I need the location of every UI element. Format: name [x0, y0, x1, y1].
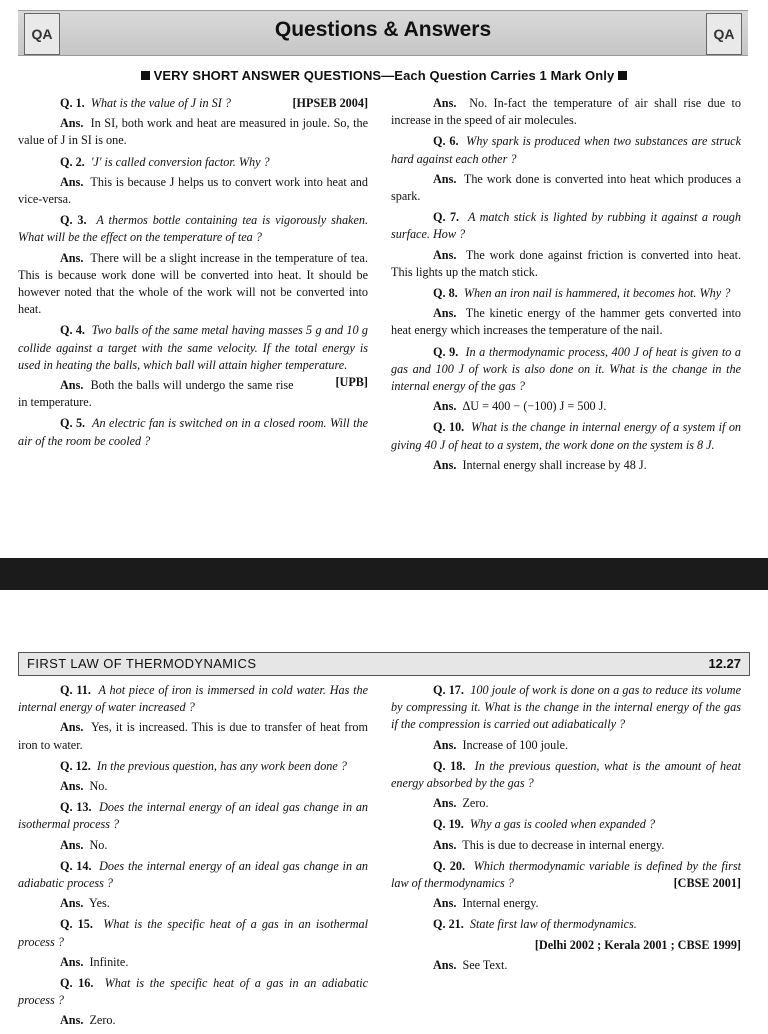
answer	[18, 895, 368, 912]
answer-label: Ans.	[60, 378, 84, 393]
answer	[391, 837, 741, 854]
answer-text: In SI, both work and heat are measured in joule. So, the value of J in SI is one.	[18, 116, 368, 148]
question-label: Q. 4.	[60, 323, 85, 338]
question-text: Does the internal energy of an ideal gas change in an adiabatic process ?	[18, 858, 369, 891]
answer-label: Ans.	[433, 96, 457, 110]
question	[18, 758, 368, 775]
question-text: 'J' is called conversion factor. Why ?	[90, 154, 270, 169]
question	[391, 858, 741, 892]
question	[18, 212, 368, 246]
question-text: What is the specific heat of a gas in an adiabatic process ?	[18, 976, 369, 1008]
answer-text: The kinetic energy of the hammer gets converted into heat energy which increases the temperature of the nail.	[391, 306, 741, 338]
answer-text: See Text.	[462, 957, 508, 972]
answer-label: Ans.	[433, 306, 457, 321]
question	[391, 758, 741, 792]
answer-text: Zero.	[462, 796, 489, 811]
answer-text: This is because J helps us to convert work into heat and vice-versa.	[18, 174, 368, 207]
answer	[391, 795, 741, 812]
answer-label: Ans.	[433, 457, 457, 472]
answer-text: Infinite.	[89, 954, 129, 969]
answer-text: No. In-fact the temperature of air shall rise due to increase in the speed of air molecules.	[391, 96, 742, 128]
answer	[18, 1012, 368, 1029]
question	[391, 682, 741, 734]
answer	[391, 95, 741, 129]
question	[391, 285, 741, 302]
question	[391, 419, 741, 453]
qa-logo-icon: QA	[706, 13, 742, 55]
question-text: What is the change in internal energy of a system if on giving 40 J of heat to a system, the work done on the system is 8 J.	[391, 420, 742, 452]
square-bullet-icon	[618, 71, 627, 80]
question-text: Two balls of the same metal having masses 5 g and 10 g collide against a target with the same velocity. If the total energy is used in heating the balls, which ball will attain higher temperature.	[18, 323, 369, 372]
answer	[391, 398, 741, 415]
page-number: 12.27	[708, 656, 741, 671]
answer-label: Ans.	[60, 1013, 84, 1028]
qa-logo-icon: QA	[24, 13, 60, 55]
question-label: Q. 21.	[433, 917, 464, 932]
answer-text: Yes, it is increased. This is due to transfer of heat from iron to water.	[18, 720, 368, 752]
answer	[391, 957, 741, 974]
bottom-page	[0, 590, 768, 1028]
answer	[18, 719, 368, 753]
question-text: When an iron nail is hammered, it becomes hot. Why ?	[463, 286, 731, 301]
question-label: Q. 15.	[60, 917, 93, 932]
question	[18, 95, 368, 112]
question-text: A thermos bottle containing tea is vigorously shaken. What will be the effect on the temperature of tea ?	[18, 213, 368, 245]
question-label: Q. 9.	[433, 344, 459, 359]
chapter-title: FIRST LAW OF THERMODYNAMICS	[27, 656, 257, 671]
answer-label: Ans.	[60, 116, 84, 131]
left-column	[18, 682, 368, 1034]
question	[391, 344, 741, 396]
exam-reference-line	[391, 937, 741, 954]
question	[18, 916, 368, 950]
question	[18, 415, 368, 449]
chapter-header	[18, 652, 750, 676]
question-text: Why a gas is cooled when expanded ?	[469, 817, 656, 832]
question-text: In a thermodynamic process, 400 J of heat is given to a gas and 100 J of work is also done on it. What is the change in the internal energy of the gas ?	[391, 344, 742, 394]
qa-header-banner	[18, 10, 748, 56]
question-label: Q. 14.	[60, 858, 92, 873]
question-label: Q. 13.	[60, 800, 92, 815]
question-label: Q. 2.	[60, 154, 85, 169]
page-title: Questions & Answers	[274, 18, 492, 41]
question	[391, 816, 741, 833]
answer-label: Ans.	[433, 171, 457, 186]
answer	[18, 778, 368, 795]
answer	[18, 954, 368, 971]
answer-label: Ans.	[433, 247, 457, 262]
answer-label: Ans.	[433, 896, 457, 911]
answer-label: Ans.	[60, 720, 84, 735]
question	[18, 682, 368, 716]
answer-text: This is due to decrease in internal energy.	[462, 837, 665, 852]
question-label: Q. 20.	[433, 858, 466, 873]
question-text: In the previous question, what is the amount of heat energy absorbed by the gas ?	[391, 758, 742, 791]
answer-label: Ans.	[60, 954, 84, 969]
question-text: What is the value of J in SI ?	[90, 96, 231, 110]
answer-label: Ans.	[60, 779, 84, 794]
answer	[18, 174, 368, 208]
answer-label: Ans.	[60, 250, 84, 265]
answer	[18, 837, 368, 854]
question-label: Q. 8.	[433, 286, 458, 301]
page-separator-band	[0, 558, 768, 590]
question-label: Q. 17.	[433, 683, 464, 697]
question-text: 100 joule of work is done on a gas to reduce its volume by compressing it. What is the change in the internal energy of the gas if the compression is carried out adiabatically ?	[391, 683, 741, 732]
answer-label: Ans.	[60, 896, 84, 911]
answer-text: Increase of 100 joule.	[462, 737, 569, 752]
question-text: An electric fan is switched on in a closed room. Will the air of the room be cooled ?	[18, 416, 369, 448]
answer	[391, 171, 741, 205]
question-label: Q. 6.	[433, 134, 459, 149]
question	[18, 154, 368, 171]
answer	[18, 115, 368, 149]
question-label: Q. 1.	[60, 96, 85, 110]
answer-label: Ans.	[433, 837, 457, 852]
section-heading	[0, 68, 768, 83]
answer-text: No.	[89, 779, 108, 794]
exam-reference: [UPB]	[335, 375, 368, 390]
question-text: A match stick is lighted by rubbing it against a rough surface. How ?	[391, 210, 741, 242]
question	[391, 133, 741, 167]
answer	[391, 457, 741, 474]
question	[18, 799, 368, 833]
answer-text: Yes.	[89, 896, 110, 911]
question	[391, 209, 741, 243]
question-label: Q. 10.	[433, 420, 465, 435]
exam-reference: [Delhi 2002 ; Kerala 2001 ; CBSE 1999]	[534, 937, 741, 952]
question	[18, 975, 368, 1009]
answer-label: Ans.	[60, 174, 84, 189]
question-label: Q. 3.	[60, 213, 87, 228]
answer-label: Ans.	[433, 737, 457, 752]
question-label: Q. 7.	[433, 210, 460, 225]
answer-text: No.	[89, 837, 108, 852]
square-bullet-icon	[141, 71, 150, 80]
answer-text: Zero.	[89, 1013, 116, 1028]
answer	[391, 247, 741, 281]
answer-text: ΔU = 400 − (−100) J = 500 J.	[462, 399, 607, 414]
answer-text: Internal energy.	[462, 896, 539, 911]
answer-label: Ans.	[433, 957, 457, 972]
right-column	[391, 682, 741, 978]
answer	[18, 250, 368, 319]
answer-text: Internal energy shall increase by 48 J.	[462, 457, 647, 472]
answer-label: Ans.	[60, 837, 84, 852]
answer	[391, 737, 741, 754]
question-label: Q. 16.	[60, 976, 94, 991]
question-label: Q. 12.	[60, 758, 91, 773]
question-text: What is the specific heat of a gas in an isothermal process ?	[18, 917, 369, 949]
question-label: Q. 19.	[433, 817, 464, 832]
answer-text: Both the balls will undergo the same rise in temperature.	[18, 378, 294, 410]
exam-reference: [HPSEB 2004]	[292, 96, 368, 110]
question-text: In the previous question, has any work been done ?	[96, 758, 347, 773]
question-label: Q. 11.	[60, 683, 91, 697]
answer-text: There will be a slight increase in the temperature of tea. This is because work done will be converted into heat. It should be however noted that the whole of the work will not be converted into heat.	[18, 250, 368, 317]
right-column	[391, 95, 741, 478]
left-column	[18, 95, 368, 453]
question-text: State first law of thermodynamics.	[469, 917, 637, 932]
question-text: Does the internal energy of an ideal gas change in an isothermal process ?	[18, 800, 369, 832]
answer	[391, 305, 741, 339]
exam-reference: [CBSE 2001]	[673, 876, 741, 891]
question-text: A hot piece of iron is immersed in cold water. Has the internal energy of water increased ?	[18, 683, 369, 715]
question-label: Q. 5.	[60, 416, 86, 431]
question-label: Q. 18.	[433, 758, 466, 773]
question	[18, 858, 368, 892]
question-text: Why spark is produced when two substances are struck hard against each other ?	[391, 134, 741, 166]
question	[391, 916, 741, 933]
section-heading-text: VERY SHORT ANSWER QUESTIONS—Each Question Carries 1 Mark Only	[153, 68, 615, 83]
answer	[391, 895, 741, 912]
answer-text: The work done is converted into heat which produces a spark.	[391, 171, 741, 204]
answer-label: Ans.	[433, 399, 457, 414]
answer-text: The work done against friction is converted into heat. This lights up the match stick.	[391, 247, 741, 279]
answer-label: Ans.	[433, 796, 457, 811]
question-text: Which thermodynamic variable is defined by the first law of thermodynamics ?	[391, 858, 742, 891]
